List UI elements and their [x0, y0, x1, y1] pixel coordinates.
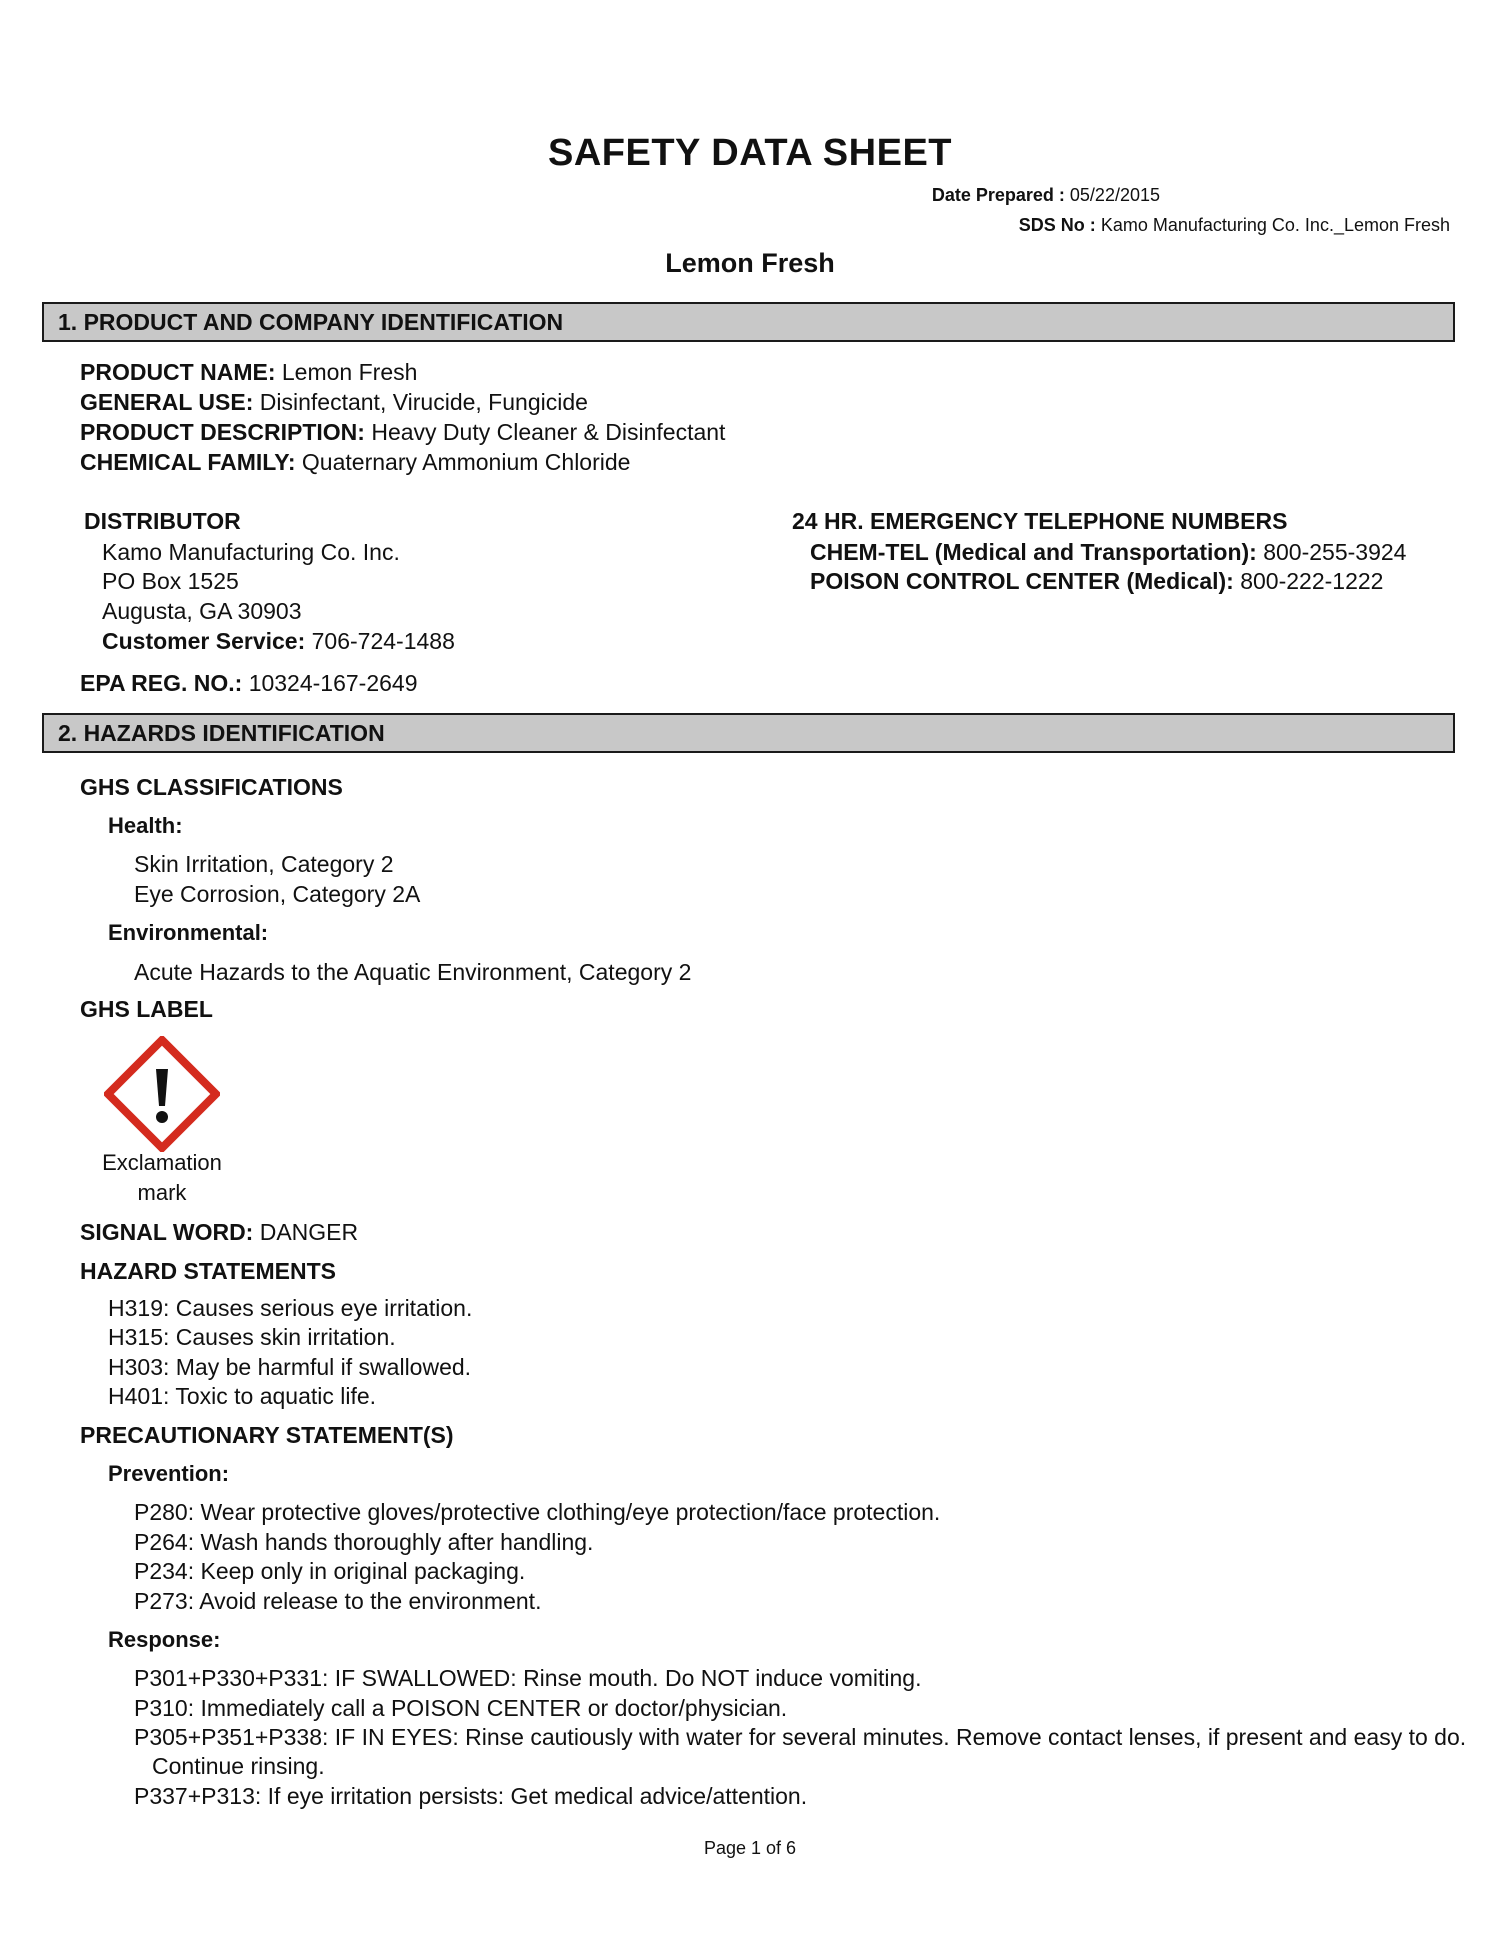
response-item: P337+P313: If eye irritation persists: Get medical advice/attention.: [134, 1783, 808, 1809]
customer-service-value: 706-724-1488: [311, 628, 455, 654]
product-description-label: PRODUCT DESCRIPTION:: [80, 419, 365, 445]
response-item: P310: Immediately call a POISON CENTER or doctor/physician.: [134, 1695, 788, 1721]
epa-reg-row: [80, 669, 418, 698]
distributor-name: Kamo Manufacturing Co. Inc.: [102, 539, 400, 565]
hazard-statement: H315: Causes skin irritation.: [108, 1324, 396, 1350]
response-item: P301+P330+P331: IF SWALLOWED: Rinse mouth. Do NOT induce vomiting.: [134, 1665, 922, 1691]
hazard-statement: H303: May be harmful if swallowed.: [108, 1354, 472, 1380]
hazard-statement: H319: Causes serious eye irritation.: [108, 1295, 473, 1321]
prevention-item: P280: Wear protective gloves/protective clothing/eye protection/face protection.: [134, 1499, 941, 1525]
distributor-heading: DISTRIBUTOR: [84, 508, 241, 534]
document-title: SAFETY DATA SHEET: [547, 132, 952, 174]
chemical-family-value: Quaternary Ammonium Chloride: [301, 449, 631, 475]
epa-reg-label: EPA REG. NO.:: [80, 670, 243, 696]
health-heading: Health:: [108, 813, 183, 838]
emergency-heading: 24 HR. EMERGENCY TELEPHONE NUMBERS: [792, 508, 1288, 534]
poison-control-row: [810, 567, 1383, 596]
signal-word-label: SIGNAL WORD:: [80, 1219, 254, 1245]
product-name-row: [80, 358, 417, 387]
customer-service-row: [102, 627, 455, 656]
distributor-city: Augusta, GA 30903: [102, 598, 302, 624]
prevention-item: P264: Wash hands thoroughly after handling.: [134, 1529, 594, 1555]
response-heading: Response:: [108, 1627, 221, 1652]
customer-service-label: Customer Service:: [102, 628, 306, 654]
prevention-heading: Prevention:: [108, 1461, 230, 1486]
distributor-po-box: PO Box 1525: [102, 568, 239, 594]
environmental-heading: Environmental:: [108, 920, 269, 945]
ghs-label-heading: GHS LABEL: [80, 996, 213, 1022]
product-name-value: Lemon Fresh: [281, 359, 418, 385]
product-description-row: [80, 418, 725, 447]
epa-reg-value: 10324-167-2649: [248, 670, 418, 696]
section-2-heading: 2. HAZARDS IDENTIFICATION: [42, 713, 1455, 753]
chemtel-row: [810, 538, 1406, 567]
pictogram-label: Exclamation mark: [102, 1150, 222, 1205]
exclamation-mark-icon: [104, 1036, 220, 1152]
general-use-row: [80, 388, 588, 417]
health-item: Eye Corrosion, Category 2A: [134, 881, 421, 907]
sds-no-value: Kamo Manufacturing Co. Inc._Lemon Fresh: [1100, 215, 1450, 235]
date-prepared-value: 05/22/2015: [1069, 185, 1160, 205]
ghs-classifications-heading: GHS CLASSIFICATIONS: [80, 774, 343, 800]
response-item: P305+P351+P338: IF IN EYES: Rinse cautiously with water for several minutes. Remove contact lenses, if present and easy to do. Continue rinsing.: [134, 1724, 1467, 1779]
section-1-heading: 1. PRODUCT AND COMPANY IDENTIFICATION: [42, 302, 1455, 342]
prevention-item: P273: Avoid release to the environment.: [134, 1588, 542, 1614]
chemtel-label: CHEM-TEL (Medical and Transportation):: [810, 539, 1257, 565]
product-description-value: Heavy Duty Cleaner & Disinfectant: [371, 419, 726, 445]
date-prepared-label: Date Prepared :: [931, 185, 1065, 205]
date-prepared: [932, 185, 1450, 206]
chemical-family-label: CHEMICAL FAMILY:: [80, 449, 296, 475]
environmental-item: Acute Hazards to the Aquatic Environment, Category 2: [134, 959, 692, 985]
precautionary-heading: PRECAUTIONARY STATEMENT(S): [80, 1422, 454, 1448]
general-use-value: Disinfectant, Virucide, Fungicide: [259, 389, 588, 415]
chemtel-value: 800-255-3924: [1263, 539, 1407, 565]
hazard-statements-heading: HAZARD STATEMENTS: [80, 1258, 336, 1284]
general-use-label: GENERAL USE:: [80, 389, 254, 415]
hazard-statement: H401: Toxic to aquatic life.: [108, 1383, 377, 1409]
sds-number: [1019, 215, 1450, 236]
prevention-item: P234: Keep only in original packaging.: [134, 1558, 526, 1584]
chemical-family-row: [80, 448, 630, 477]
signal-word-row: [80, 1218, 358, 1247]
product-title: Lemon Fresh: [665, 248, 835, 278]
sds-no-label: SDS No :: [1018, 215, 1096, 235]
poison-control-label: POISON CONTROL CENTER (Medical):: [810, 568, 1234, 594]
signal-word-value: DANGER: [259, 1219, 359, 1245]
health-item: Skin Irritation, Category 2: [134, 851, 394, 877]
page-footer: Page 1 of 6: [703, 1838, 797, 1858]
poison-control-value: 800-222-1222: [1240, 568, 1384, 594]
product-name-label: PRODUCT NAME:: [80, 359, 276, 385]
